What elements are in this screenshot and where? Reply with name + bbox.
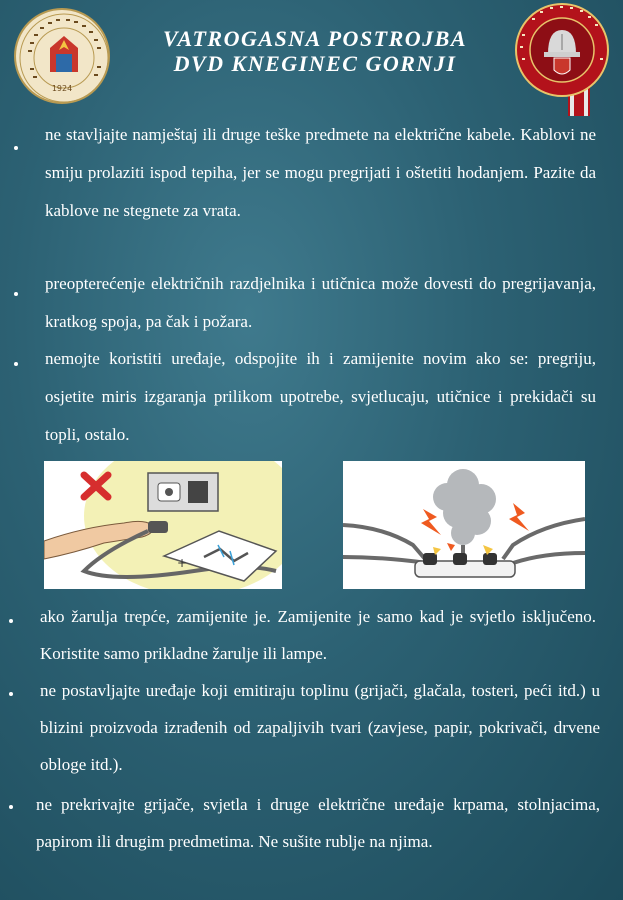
bullet-dot	[14, 292, 18, 296]
bullet-item-do-not-cover-heaters: ne prekrivajte grijače, svjetla i druge električne uređaje krpama, stolnjacima, papirom ili drugim predmetima. Ne sušite rublje na njima.	[36, 795, 600, 851]
bullet-item-faulty-appliances: nemojte koristiti uređaje, odspojite ih i zamijenite novim ako se: pregriju, osjetite miris izgaranja prilikom upotrebe, svjetlucaju, utičnice i prekidači su topli, ostalo.	[45, 349, 596, 444]
page-title-line1: VATROGASNA POSTROJBA	[162, 26, 468, 51]
bullet-dot	[14, 362, 18, 366]
bullet-dot	[14, 146, 18, 150]
unplug-damaged-cable-illustration	[44, 461, 282, 589]
bullet-dot	[9, 805, 13, 809]
bullet-item-overloading-sockets: preopterećenje električnih razdjelnika i utičnica može dovesti do pregrijavanja, kratkog spoja, pa čak i požara.	[45, 274, 596, 331]
emblem-year: 1924	[51, 84, 73, 93]
page-title-line2: DVD KNEGINEC GORNJI	[173, 51, 457, 76]
dvd-emblem-logo	[14, 8, 110, 104]
bullet-item-furniture-on-cables: ne stavljajte namještaj ili druge teške predmete na električne kabele. Kablovi ne smiju prolaziti ispod tepiha, jer se mogu pregrijati i oštetiti hodanjem. Pazite da kablove ne stegnete za vrata.	[45, 125, 596, 220]
bullet-dot	[9, 619, 13, 623]
bullet-dot	[9, 692, 13, 696]
overloaded-power-strip-fire-illustration	[343, 461, 585, 589]
bullet-item-flickering-bulb: ako žarulja trepće, zamijenite je. Zamijenite je samo kad je svjetlo isključeno. Koristite samo prikladne žarulje ili lampe.	[40, 607, 596, 663]
firefighter-badge-logo	[512, 0, 612, 116]
bullet-item-heat-emitting-devices: ne postavljajte uređaje koji emitiraju toplinu (grijači, glačala, tosteri, peći itd.) u blizini proizvoda izrađenih od zapaljivih tvari (zavjese, papir, pokrivači, drvene obloge itd.).	[40, 681, 600, 774]
svg-text:+: +	[177, 556, 188, 570]
